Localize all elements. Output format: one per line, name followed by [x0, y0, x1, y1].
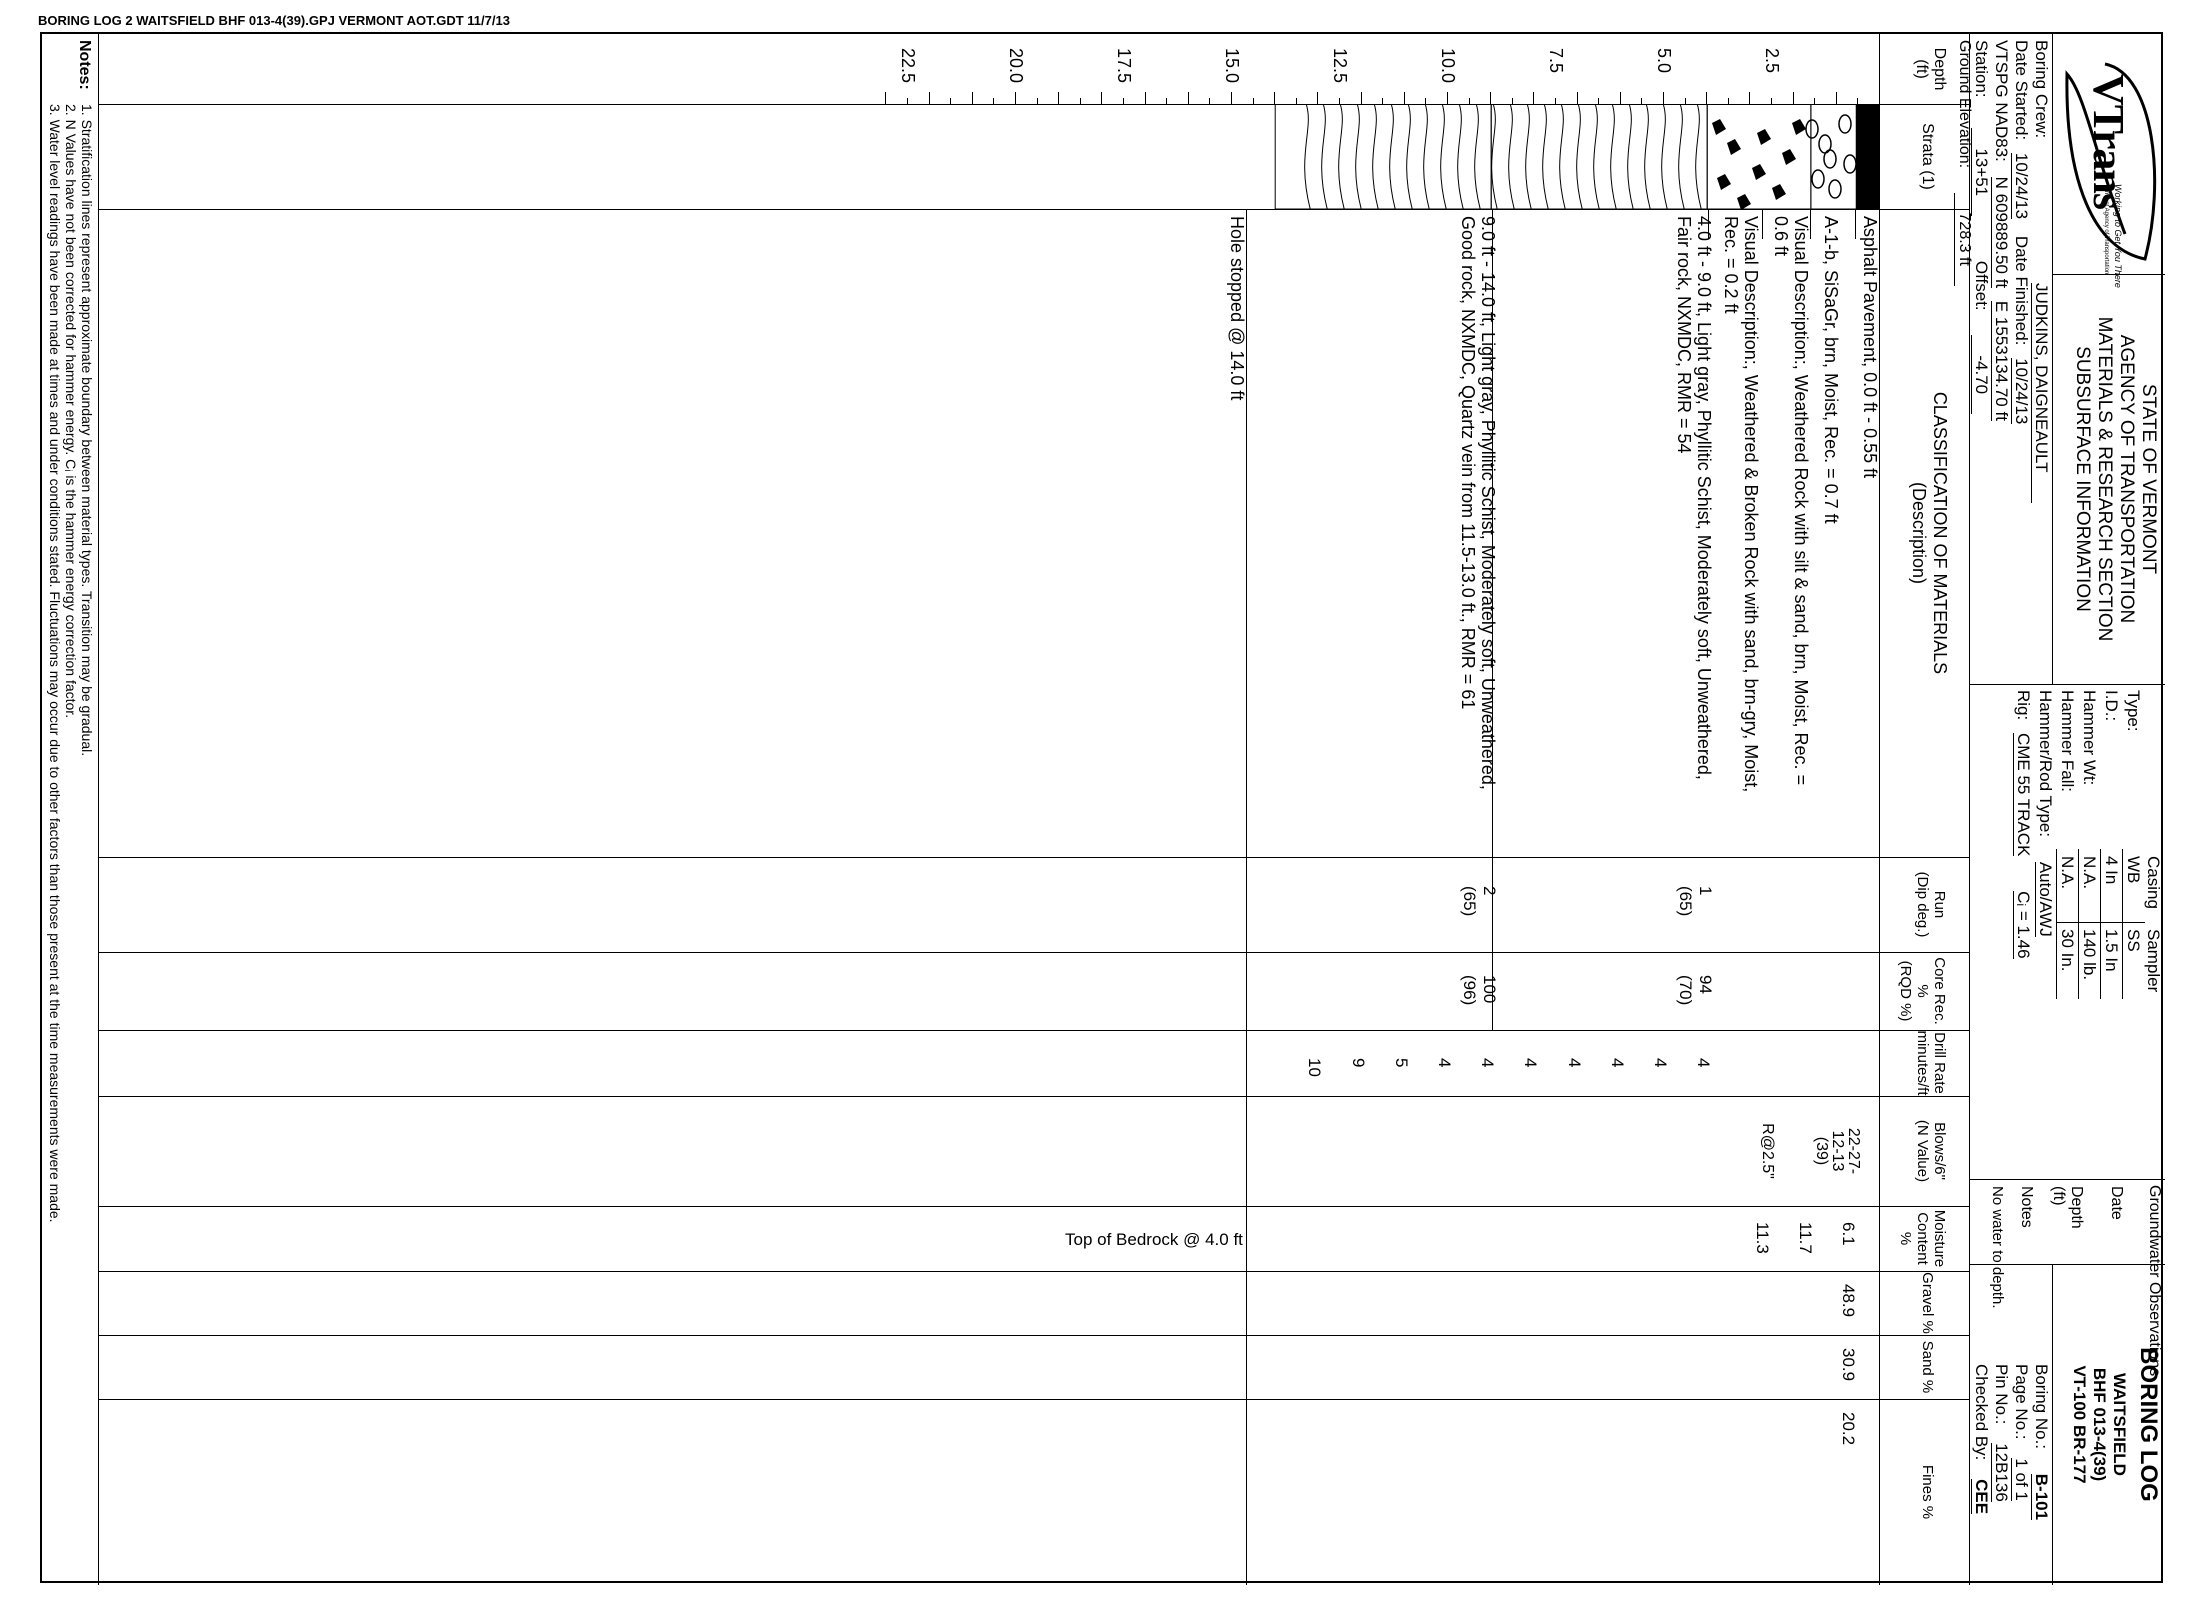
- note-line: 2. N Values have not been corrected for hammer energy. Cᵢ is the hammer energy correction factor.: [63, 104, 79, 719]
- depth-minor-tick: [972, 98, 973, 104]
- drill-rate-value: 10: [1305, 1058, 1325, 1077]
- boring-no-label: Boring No.:: [2032, 1364, 2051, 1450]
- schist-layer-2: [1275, 104, 1491, 209]
- schist-foliation: [1407, 104, 1413, 209]
- description-line: Hole stopped @ 14.0 ft: [1227, 216, 1248, 401]
- eq-casing: WB: [2124, 856, 2143, 884]
- column-divider: [99, 857, 1970, 858]
- rig-label: Rig:: [2014, 690, 2033, 721]
- eq-label: Type:: [2124, 690, 2143, 732]
- schist-foliation: [1577, 104, 1583, 209]
- depth-minor-tick: [1836, 98, 1837, 104]
- depth-minor-tick: [1317, 98, 1318, 104]
- rqd-value: (96): [1460, 975, 1480, 1006]
- column-divider: [99, 1206, 1970, 1207]
- depth-minor-tick: [1188, 98, 1189, 104]
- title-block: [2053, 1264, 2165, 1585]
- eq-grid: [2122, 849, 2123, 999]
- column-divider: [99, 1399, 1970, 1400]
- agency-block: [2059, 274, 2159, 684]
- depth-tick-label: 10.0: [1438, 48, 1458, 84]
- description-line: A-1-b, SiSaGr, brn, Moist, Rec. = 0.7 ft: [1821, 216, 1842, 524]
- drill-rate-value: 5: [1391, 1058, 1411, 1068]
- core-recovery: 100: [1480, 975, 1500, 1004]
- project-line: BHF 013-4(39): [2090, 1367, 2109, 1482]
- rock-fragment: [1712, 119, 1726, 135]
- fines-value: 20.2: [1838, 1412, 1858, 1446]
- date-finished-value: 10/24/13: [2012, 358, 2031, 425]
- depth-minor-tick: [1641, 98, 1642, 104]
- drill-rate-value: 9: [1348, 1058, 1368, 1068]
- description-line: 0.6 ft: [1770, 216, 1791, 257]
- drill-rate-value: 4: [1435, 1058, 1454, 1068]
- crew-label: Boring Crew:: [2032, 40, 2051, 139]
- eq-sampler: 30 In.: [2058, 929, 2077, 972]
- drill-rate-value: 4: [1521, 1058, 1541, 1068]
- station-label: Station:: [1972, 40, 1991, 98]
- rock-fragment: [1727, 139, 1741, 155]
- schist-foliation: [1594, 104, 1600, 209]
- rock-fragment: [1752, 164, 1766, 180]
- weathered-rock-layer: [1707, 104, 1811, 209]
- elevation-value: 728.3 ft: [1954, 193, 1972, 286]
- depth-minor-tick: [1339, 98, 1340, 104]
- asphalt-layer: [1856, 104, 1880, 209]
- depth-minor-tick: [1166, 98, 1167, 104]
- depth-minor-tick: [1663, 98, 1664, 104]
- depth-minor-tick: [1425, 98, 1426, 104]
- date-finished-label: Date Finished:: [2012, 235, 2031, 346]
- depth-minor-tick: [1771, 98, 1772, 104]
- schist-foliation: [1322, 104, 1328, 209]
- boring-log-title: BORING LOG: [2135, 1347, 2162, 1502]
- depth-minor-tick: [1469, 98, 1470, 104]
- schist-foliation: [1441, 104, 1447, 209]
- drill-rate-value: 4: [1694, 1058, 1714, 1068]
- core-rec-column-header: Core Rec. % (RQD %): [1897, 957, 1948, 1025]
- depth-minor-tick: [1490, 98, 1491, 104]
- depth-minor-tick: [993, 98, 994, 104]
- eq-casing: 4 In: [2102, 856, 2121, 885]
- depth-minor-tick: [1793, 98, 1794, 104]
- depth-tick-label: 2.5: [1762, 48, 1782, 74]
- schist-foliation: [1424, 104, 1430, 209]
- moisture-column-header: Moisture Content %: [1897, 1209, 1948, 1268]
- depth-minor-tick: [1253, 98, 1254, 104]
- depth-tick-label: 7.5: [1546, 48, 1566, 74]
- depth-minor-tick: [1015, 98, 1016, 104]
- depth-minor-tick: [1361, 98, 1362, 104]
- schist-foliation: [1662, 104, 1668, 209]
- eq-label: Hammer Wt:: [2080, 690, 2099, 786]
- date-started-value: 10/24/13: [2012, 152, 2031, 220]
- description-line: Fair rock, NXMDC, RMR = 54: [1673, 216, 1694, 454]
- eq-casing: N.A.: [2058, 856, 2077, 890]
- description-line: Visual Description:, Weathered Rock with silt & sand, brn, Moist, Rec. =: [1790, 216, 1811, 786]
- schist-foliation: [1543, 104, 1549, 209]
- eq-grid: [2057, 922, 2145, 923]
- depth-minor-tick: [1382, 98, 1383, 104]
- easting-value: E 1553134.70 ft: [1992, 300, 2011, 421]
- pin-no-label: Pin No.:: [1992, 1364, 2011, 1425]
- groundwater-title: Groundwater Observations: [2146, 1185, 2163, 1377]
- eq-grid: [2056, 849, 2057, 999]
- schist-foliation: [1339, 104, 1345, 209]
- column-divider: [99, 1335, 1970, 1336]
- depth-minor-tick: [1533, 98, 1534, 104]
- column-divider: [99, 952, 1970, 953]
- rock-fragment: [1782, 149, 1796, 165]
- rod-label: Hammer/Rod Type:: [2036, 690, 2055, 838]
- column-divider: [99, 1030, 1970, 1031]
- schist-foliation: [1645, 104, 1651, 209]
- elevation-label: Ground Elevation:: [1956, 40, 1973, 169]
- drill-rate-value: 4: [1607, 1058, 1627, 1068]
- schist-foliation: [1509, 104, 1515, 209]
- schist-foliation: [1696, 104, 1702, 209]
- run-number: 1: [1696, 886, 1716, 896]
- description-line: Visual Description:, Weathered & Broken Rock with sand, brn-gry, Moist,: [1741, 216, 1762, 793]
- project-info: [1956, 34, 2053, 684]
- depth-tick-label: 22.5: [898, 48, 918, 84]
- notes-label: Notes:: [76, 40, 93, 90]
- boring-no-value: B-101: [2032, 1473, 2051, 1521]
- depth-tick-label: 20.0: [1006, 48, 1026, 84]
- gw-date-header: Date: [2108, 1186, 2125, 1220]
- moisture-value: 6.1: [1838, 1222, 1858, 1246]
- run-number: 2: [1480, 886, 1500, 896]
- moisture-value: 11.7: [1795, 1222, 1815, 1254]
- classification-column-header: CLASSIFICATION OF MATERIALS (Description): [1909, 391, 1950, 675]
- layer-change-tick: [1855, 209, 1856, 239]
- depth-minor-tick: [1685, 98, 1686, 104]
- description-line: Asphalt Pavement, 0.0 ft - 0.55 ft: [1860, 216, 1880, 479]
- depth-minor-tick: [1123, 98, 1124, 104]
- depth-minor-tick: [1080, 98, 1081, 104]
- gravel-pebble: [1806, 120, 1818, 138]
- moisture-value: 11.3: [1752, 1222, 1772, 1254]
- depth-minor-tick: [907, 98, 908, 104]
- file-path-header: BORING LOG 2 WAITSFIELD BHF 013-4(39).GPJ VERMONT AOT.GDT 11/7/13: [38, 13, 510, 28]
- notes-divider: [98, 34, 99, 1585]
- drill-rate-value: 4: [1651, 1058, 1670, 1068]
- depth-minor-tick: [1706, 98, 1707, 104]
- gravel-pebble: [1829, 180, 1841, 198]
- run-column-header: Run (Dip deg.): [1914, 871, 1948, 938]
- agency-line: STATE OF VERMONT: [2138, 383, 2159, 575]
- depth-minor-tick: [1577, 98, 1578, 104]
- gravel-pebble: [1812, 170, 1824, 188]
- note-line: 1. Stratification lines represent approximate boundary between material types. Transition may be gradual.: [79, 104, 95, 757]
- rock-fragment: [1717, 174, 1731, 190]
- depth-minor-tick: [950, 98, 951, 104]
- column-divider: [99, 1096, 1970, 1097]
- eq-grid: [2078, 849, 2079, 999]
- top-of-bedrock-note: Top of Bedrock @ 4.0 ft: [1065, 1230, 1243, 1249]
- casing-header: Casing: [2144, 856, 2163, 909]
- vtrans-logo: [2053, 34, 2165, 288]
- depth-minor-tick: [1749, 98, 1750, 104]
- depth-tick-label: 5.0: [1654, 48, 1674, 74]
- rock-fragment: [1772, 184, 1786, 200]
- depth-minor-tick: [1814, 98, 1815, 104]
- blow-count: (39): [1812, 1136, 1830, 1166]
- run-dip: (65): [1460, 886, 1480, 917]
- schist-foliation: [1679, 104, 1685, 209]
- gravel-pebble: [1839, 115, 1851, 133]
- column-divider: [99, 209, 1970, 210]
- gw-depth-header: Depth (ft): [2050, 1186, 2085, 1229]
- rod-value: Auto/AWJ: [2036, 861, 2055, 937]
- drill-rate-value: 4: [1478, 1058, 1498, 1068]
- column-divider: [99, 1271, 1970, 1272]
- depth-minor-tick: [1598, 98, 1599, 104]
- gravel-value: 48.9: [1838, 1284, 1858, 1318]
- fines-column-header: Fines %: [1919, 1464, 1936, 1520]
- schist-layer: [1491, 104, 1707, 209]
- crew-value: JUDKINS, DAIGNEAULT: [2031, 283, 2050, 503]
- eq-label: Hammer Fall:: [2058, 690, 2077, 793]
- depth-column-header: Depth (ft): [1913, 47, 1948, 91]
- description-line: Rec. = 0.2 ft: [1721, 216, 1742, 314]
- rig-value: CME 55 TRACK: [2014, 732, 2033, 857]
- rock-fragment: [1792, 119, 1806, 135]
- depth-minor-tick: [1512, 98, 1513, 104]
- eq-sampler: SS: [2124, 929, 2143, 952]
- column-divider: [99, 104, 1970, 105]
- project-line: VT-100 BR-177: [2070, 1365, 2089, 1484]
- drill-rate-value: 4: [1564, 1058, 1584, 1068]
- ci-value: Cᵢ = 1.46: [2014, 891, 2033, 959]
- schist-foliation: [1560, 104, 1566, 209]
- checked-by-value: CEE: [1972, 1479, 1991, 1515]
- strata-column-header: Strata (1): [1919, 123, 1936, 190]
- description-line: 9.0 ft - 14.0 ft, Light gray, Phyllitic Schist, Moderately soft, Unweathered,: [1477, 216, 1498, 790]
- core-recovery: 94: [1696, 975, 1716, 994]
- depth-tick-label: 12.5: [1330, 48, 1350, 84]
- boring-log-sheet: [40, 32, 2163, 1583]
- schist-foliation: [1305, 104, 1311, 209]
- depth-minor-tick: [1857, 98, 1858, 104]
- depth-minor-tick: [1145, 98, 1146, 104]
- gravel-pebble: [1824, 150, 1836, 168]
- depth-tick-label: 17.5: [1114, 48, 1134, 84]
- gw-note: No water to depth.: [1989, 1186, 2006, 1309]
- rock-fragment: [1757, 129, 1771, 145]
- description-line: Good rock, NXMDC, Quartz vein from 11.5-13.0 ft., RMR = 61: [1457, 216, 1478, 710]
- blows-column-header: Blows/6" (N Value): [1914, 1119, 1948, 1183]
- eq-sampler: 140 lb.: [2080, 929, 2099, 981]
- schist-foliation: [1526, 104, 1532, 209]
- gravel-layer: [1811, 104, 1856, 209]
- depth-minor-tick: [929, 98, 930, 104]
- agency-line: SUBSURFACE INFORMATION: [2072, 346, 2093, 612]
- depth-minor-tick: [1447, 98, 1448, 104]
- schist-foliation: [1475, 104, 1481, 209]
- sampler-header: Sampler: [2144, 929, 2163, 993]
- rqd-value: (70): [1676, 975, 1696, 1006]
- depth-minor-tick: [1037, 98, 1038, 104]
- schist-foliation: [1611, 104, 1617, 209]
- logo-text: VTrans: [2084, 74, 2133, 209]
- offset-label: Offset:: [1972, 260, 1991, 311]
- depth-minor-tick: [1101, 98, 1102, 104]
- eq-casing: N.A.: [2080, 856, 2099, 890]
- drill-rate-column-header: Drill Rate minutes/ft: [1914, 1030, 1948, 1096]
- logo-tagline: Working to Get You There: [2113, 184, 2123, 288]
- agency-line: MATERIALS & RESEARCH SECTION: [2094, 316, 2115, 642]
- vtspg-label: VTSPG NAD83:: [1992, 40, 2011, 162]
- rock-fragment: [1737, 194, 1751, 209]
- depth-minor-tick: [1296, 98, 1297, 104]
- equipment-table: [1970, 684, 2165, 1179]
- blow-count: 12-13: [1828, 1130, 1846, 1172]
- hole-stopped-line: [1246, 209, 1247, 1585]
- layer-change-tick: [1762, 209, 1763, 239]
- page-no-label: Page No.:: [2012, 1364, 2031, 1440]
- depth-minor-tick: [1058, 98, 1059, 104]
- checked-by-label: Checked By:: [1972, 1364, 1991, 1461]
- pin-no-value: 12B136: [1992, 1443, 2011, 1502]
- eq-sampler: 1.5 In: [2102, 929, 2121, 972]
- depth-tick-label: 15.0: [1222, 48, 1242, 84]
- station-value: 13+51: [1971, 128, 1990, 216]
- description-line: 4.0 ft - 9.0 ft, Light gray, Phyllitic Schist, Moderately soft, Unweathered,: [1693, 216, 1714, 780]
- northing-value: N 609889.50 ft: [1992, 176, 2011, 289]
- note-line: 3. Water level readings have been made at times and under conditions stated. Fluctuations may occur due to other factors than those present at the time measurements were made.: [47, 104, 63, 1223]
- logo-subline: Vermont Agency of Transportation: [2103, 184, 2109, 275]
- run-dip: (65): [1676, 886, 1696, 917]
- eq-grid: [2100, 849, 2101, 999]
- schist-foliation: [1492, 104, 1498, 209]
- schist-foliation: [1356, 104, 1362, 209]
- schist-foliation: [1458, 104, 1464, 209]
- gravel-pebble: [1844, 155, 1856, 173]
- depth-minor-tick: [1231, 98, 1232, 104]
- page-no-value: 1 of 1: [2012, 1458, 2031, 1501]
- boring-id-block: [1970, 1264, 2053, 1585]
- depth-minor-tick: [1209, 98, 1210, 104]
- rotated-log-layout: [42, 34, 2165, 1585]
- depth-minor-tick: [1728, 98, 1729, 104]
- blow-count: R@2.5": [1758, 1123, 1776, 1179]
- depth-minor-tick: [1555, 98, 1556, 104]
- depth-minor-tick: [1274, 98, 1275, 104]
- sand-value: 30.9: [1838, 1348, 1858, 1382]
- agency-line: AGENCY OF TRANSPORTATION: [2116, 334, 2137, 624]
- sand-column-header: Sand %: [1919, 1340, 1936, 1394]
- gw-notes-header: Notes: [2018, 1186, 2035, 1228]
- gravel-column-header: Gravel %: [1919, 1272, 1936, 1334]
- schist-foliation: [1373, 104, 1379, 209]
- date-started-label: Date Started:: [2012, 40, 2031, 141]
- depth-minor-tick: [1879, 98, 1880, 104]
- blow-count: 22-27-: [1844, 1127, 1862, 1175]
- eq-label: I.D.:: [2102, 690, 2121, 722]
- depth-minor-tick: [1620, 98, 1621, 104]
- depth-minor-tick: [885, 98, 886, 104]
- project-line: WAITSFIELD: [2110, 1373, 2129, 1476]
- schist-foliation: [1628, 104, 1634, 209]
- offset-value: -4.70: [1971, 335, 1990, 414]
- strata-graphic: [480, 104, 1880, 209]
- schist-foliation: [1390, 104, 1396, 209]
- depth-minor-tick: [1404, 98, 1405, 104]
